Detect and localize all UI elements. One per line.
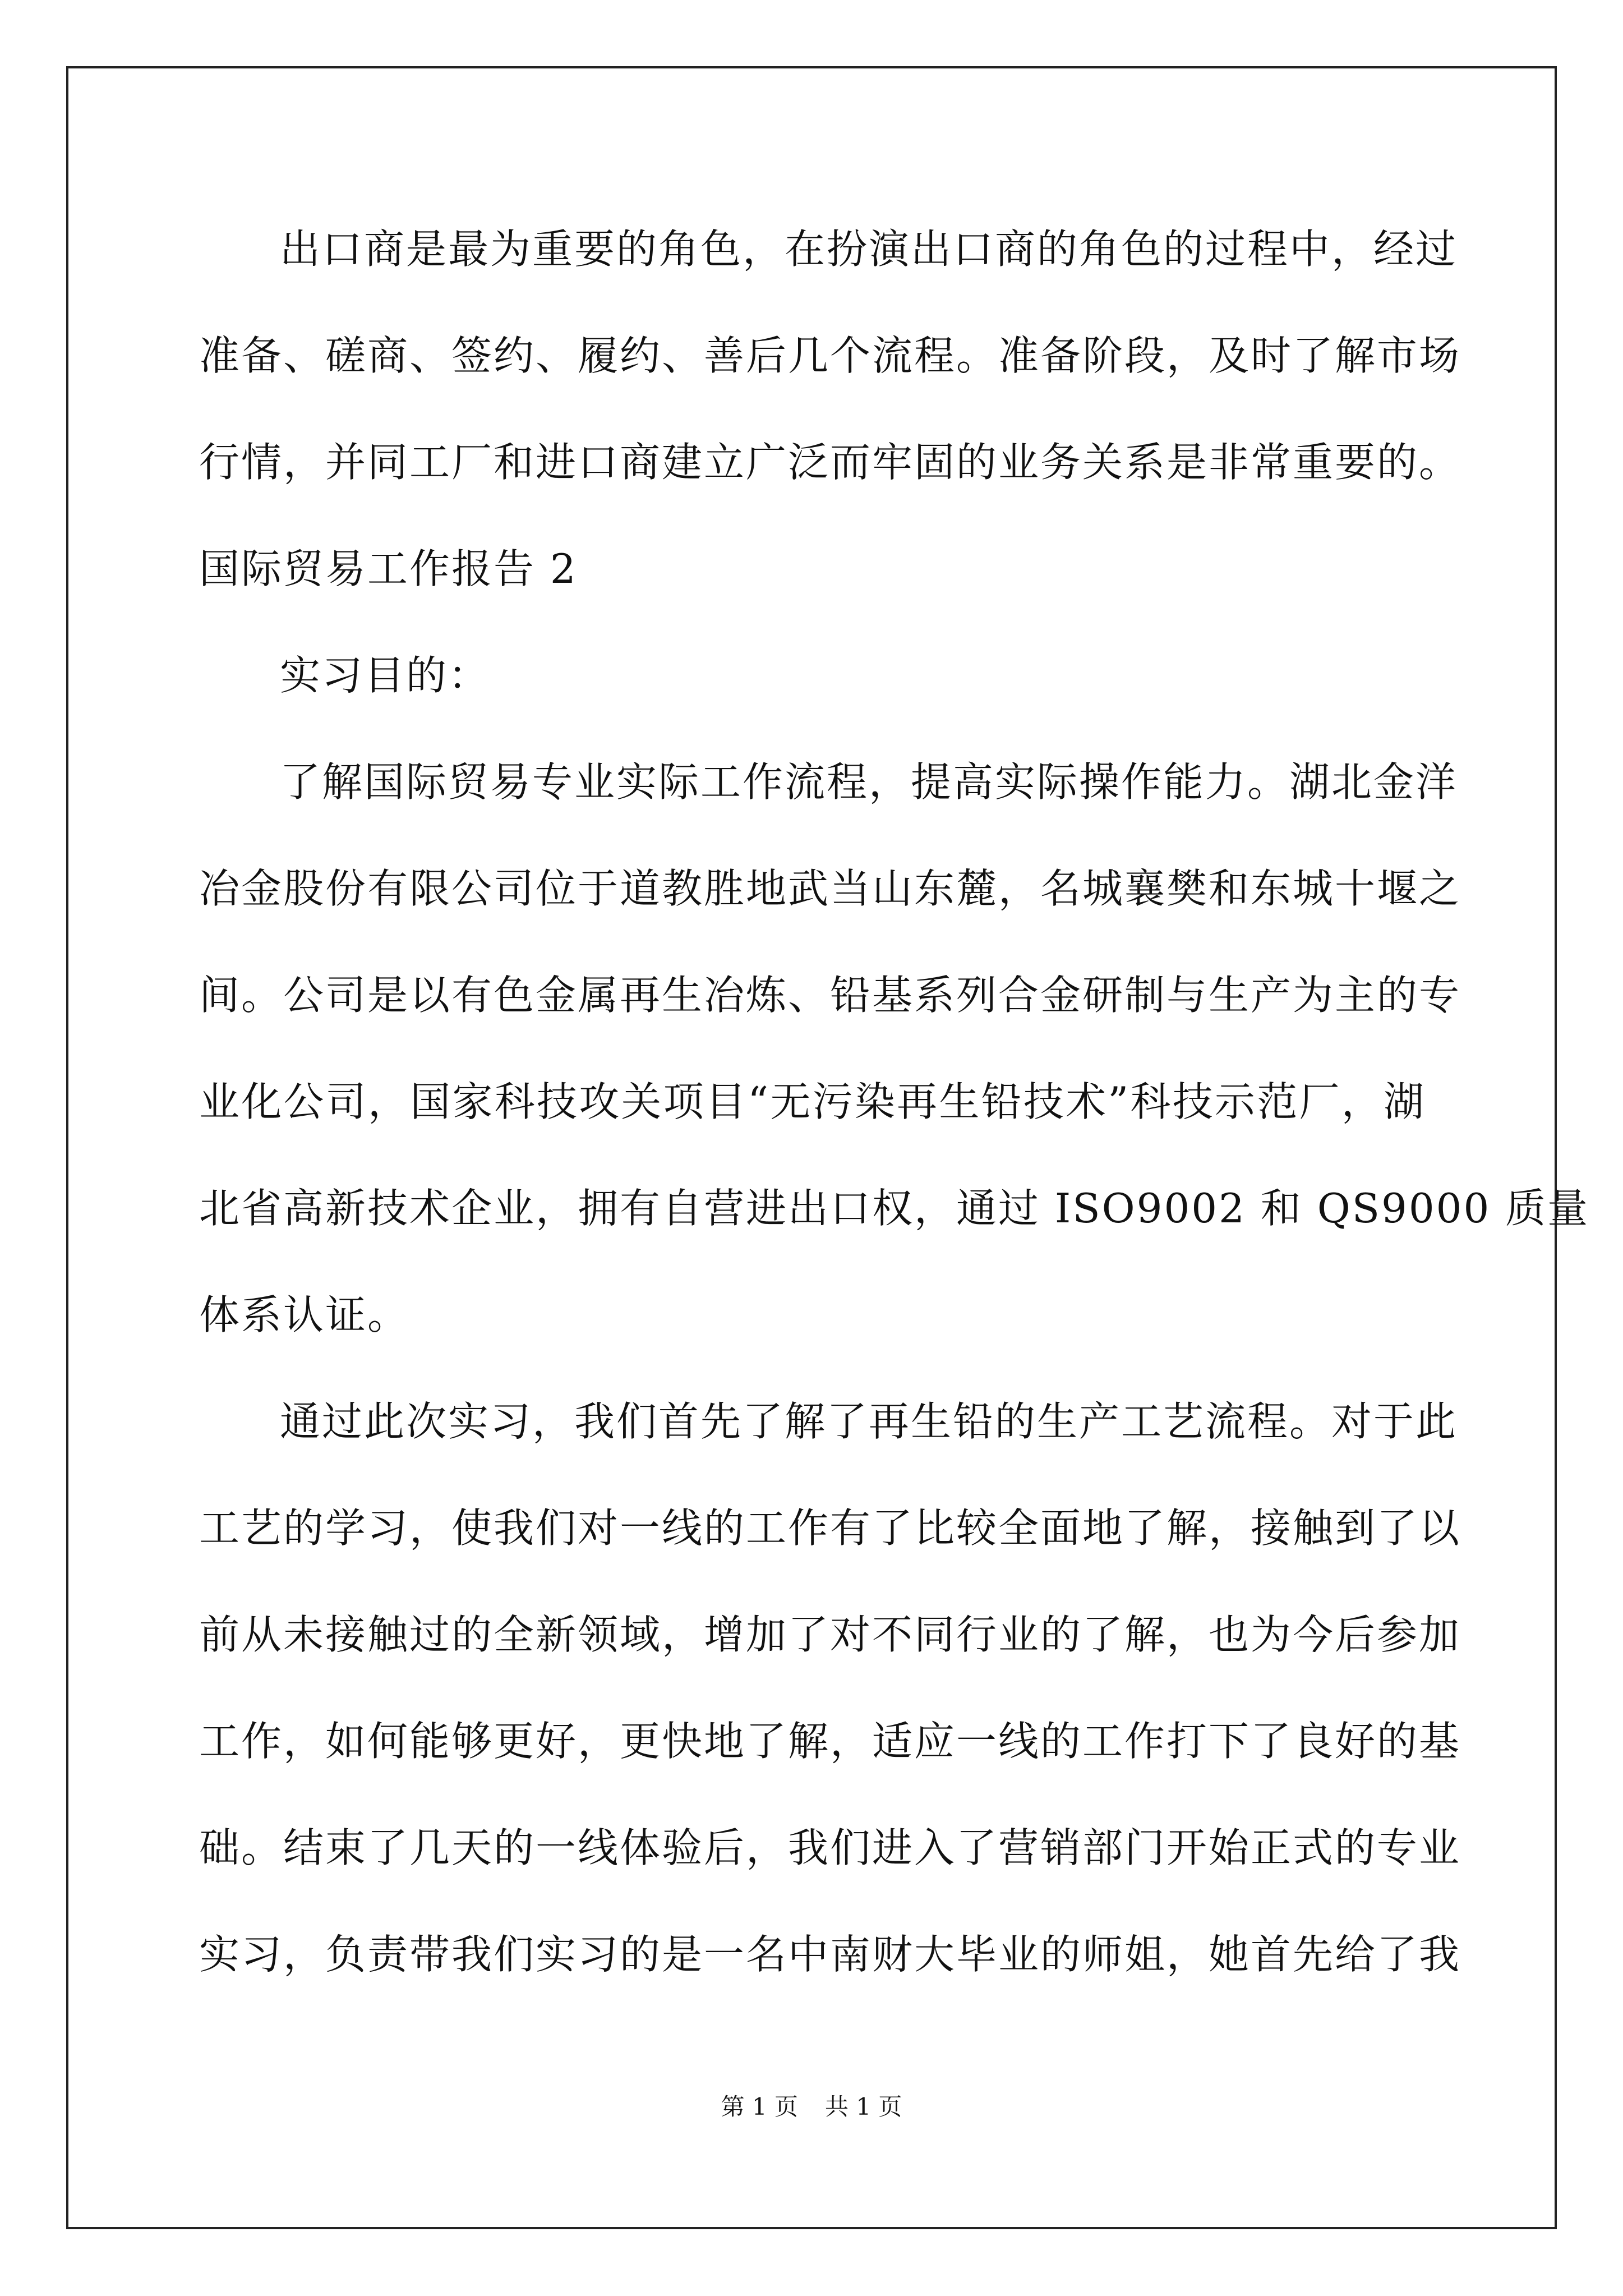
text-line: 实习目的：: [280, 652, 491, 699]
page-number-current: 第 1 页: [721, 2093, 798, 2120]
text-line: 体系认证。: [199, 1291, 410, 1338]
text-line: 实习，负责带我们实习的是一名中南财大毕业的师姐，她首先给了我: [199, 1931, 1461, 1978]
page-number-total: 共 1 页: [825, 2093, 902, 2120]
text-line: 工作，如何能够更好，更快地了解，适应一线的工作打下了良好的基: [199, 1718, 1461, 1765]
text-line: 通过此次实习，我们首先了解了再生铅的生产工艺流程。对于此: [280, 1398, 1458, 1445]
text-line: 础。结束了几天的一线体验后，我们进入了营销部门开始正式的专业: [199, 1824, 1461, 1871]
text-line: 国际贸易工作报告 2: [199, 545, 578, 592]
text-line: 北省高新技术企业，拥有自营进出口权，通过 ISO9002 和 QS9000 质量: [199, 1185, 1590, 1232]
page-footer: [0, 2090, 1623, 2124]
document-body: [199, 215, 1590, 2027]
text-line: 冶金股份有限公司位于道教胜地武当山东麓，名城襄樊和东城十堰之: [199, 865, 1461, 912]
text-line: 间。公司是以有色金属再生冶炼、铅基系列合金研制与生产为主的专: [199, 972, 1461, 1019]
text-line: 了解国际贸易专业实际工作流程，提高实际操作能力。湖北金洋: [280, 758, 1458, 806]
text-line: 业化公司，国家科技攻关项目“无污染再生铅技术”科技示范厂，湖: [199, 1078, 1426, 1125]
text-line: 行情，并同工厂和进口商建立广泛而牢固的业务关系是非常重要的。: [199, 439, 1461, 486]
text-line: 工艺的学习，使我们对一线的工作有了比较全面地了解，接触到了以: [199, 1504, 1461, 1552]
text-line: 出口商是最为重要的角色，在扮演出口商的角色的过程中，经过: [280, 226, 1458, 273]
text-line: 准备、磋商、签约、履约、善后几个流程。准备阶段，及时了解市场: [199, 332, 1461, 379]
text-line: 前从未接触过的全新领域，增加了对不同行业的了解，也为今后参加: [199, 1611, 1461, 1658]
